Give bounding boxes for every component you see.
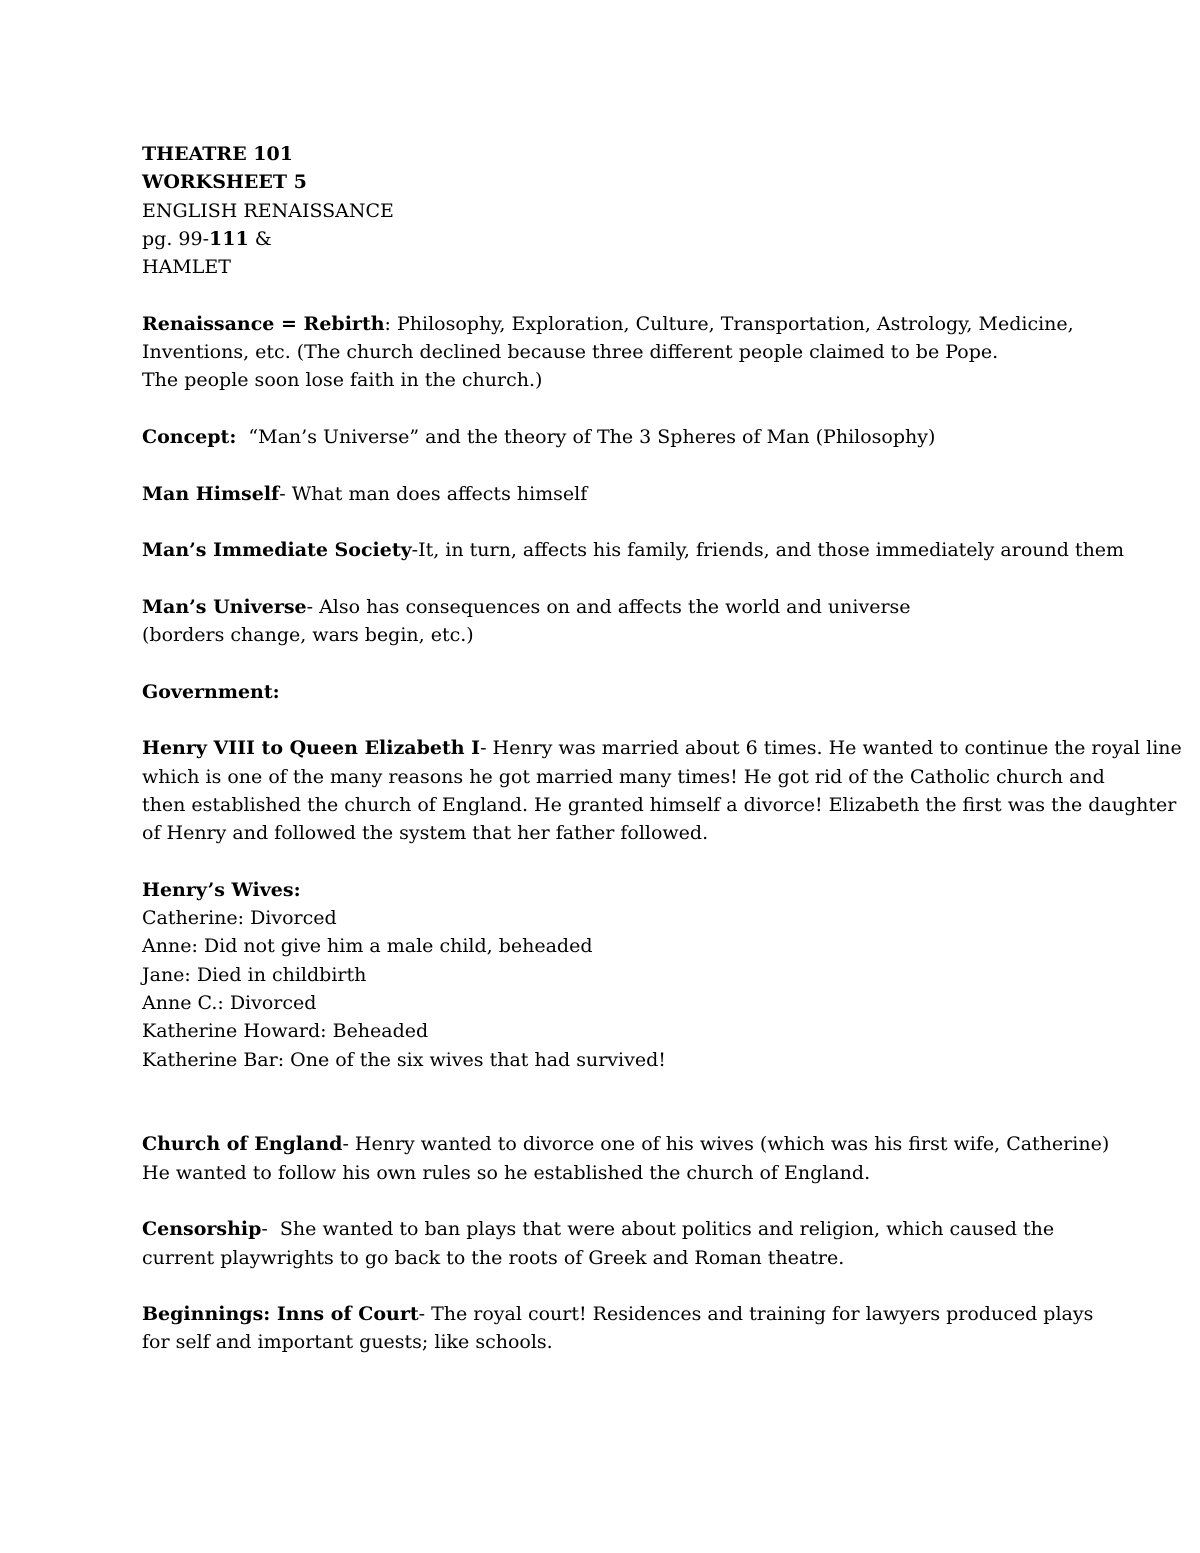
list-item: Katherine Howard: Beheaded — [142, 1020, 429, 1043]
mans-universe-section: Man’s Universe- Also has consequences on and affects the world and universe (borders change, wars begin, etc.) — [142, 595, 911, 647]
list-item: Catherine: Divorced — [142, 907, 337, 930]
henry-term: Henry VIII to Queen Elizabeth I — [142, 737, 481, 760]
man-himself-section: Man Himself- What man does affects himself — [142, 482, 588, 505]
play-title: HAMLET — [142, 256, 231, 279]
worksheet-topic: ENGLISH RENAISSANCE — [142, 199, 394, 222]
henry-section: Henry VIII to Queen Elizabeth I- Henry was married about 6 times. He wanted to continue the royal line which is one of the many reasons he got married many times! He got rid of the Catholic church and then established the church of England. He granted himself a divorce! Elizabeth the first was the daughter of Henry and followed the system that her father followed. — [142, 737, 1182, 845]
wives-heading: Henry’s Wives: — [142, 878, 301, 901]
mans-universe-term: Man’s Universe — [142, 595, 307, 618]
concept-term: Concept: — [142, 425, 237, 448]
censorship-section: Censorship- She wanted to ban plays that were about politics and religion, which caused the current playwrights to go back to the roots of Greek and Roman theatre. — [142, 1218, 1055, 1269]
worksheet-page — [142, 140, 1182, 1357]
list-item: Anne: Did not give him a male child, beheaded — [142, 935, 593, 958]
church-section: Church of England- Henry wanted to divorce one of his wives (which was his first wife, Catherine) He wanted to follow his own rules so he established the church of England. — [142, 1133, 1110, 1184]
immediate-society-term: Man’s Immediate Society — [142, 539, 412, 562]
beginnings-section: Beginnings: Inns of Court- The royal court! Residences and training for lawyers produced plays for self and important guests; like schools. — [142, 1303, 1094, 1354]
list-item: Jane: Died in childbirth — [142, 963, 367, 986]
renaissance-term: Renaissance = Rebirth — [142, 312, 385, 335]
government-heading: Government: — [142, 680, 280, 703]
concept-section: Concept: “Man’s Universe” and the theory of The 3 Spheres of Man (Philosophy) — [142, 425, 936, 448]
church-term: Church of England — [142, 1133, 343, 1156]
immediate-society-section: Man’s Immediate Society-It, in turn, affects his family, friends, and those immediately around them — [142, 539, 1125, 562]
course-title: THEATRE 101 — [142, 143, 293, 165]
man-himself-term: Man Himself — [142, 482, 280, 505]
beginnings-term: Beginnings: Inns of Court — [142, 1303, 419, 1326]
page-range: pg. 99-111 & — [142, 227, 272, 250]
wives-section — [142, 876, 1182, 1074]
list-item: Katherine Bar: One of the six wives that had survived! — [142, 1048, 666, 1071]
worksheet-number: WORKSHEET 5 — [142, 171, 307, 194]
renaissance-section: Renaissance = Rebirth: Philosophy, Exploration, Culture, Transportation, Astrology, Medicine, Inventions, etc. (The church declined because three different people claimed to be Pope. The people soon lose faith in the church.) — [142, 312, 1074, 392]
list-item: Anne C.: Divorced — [142, 991, 317, 1014]
censorship-term: Censorship — [142, 1218, 262, 1241]
